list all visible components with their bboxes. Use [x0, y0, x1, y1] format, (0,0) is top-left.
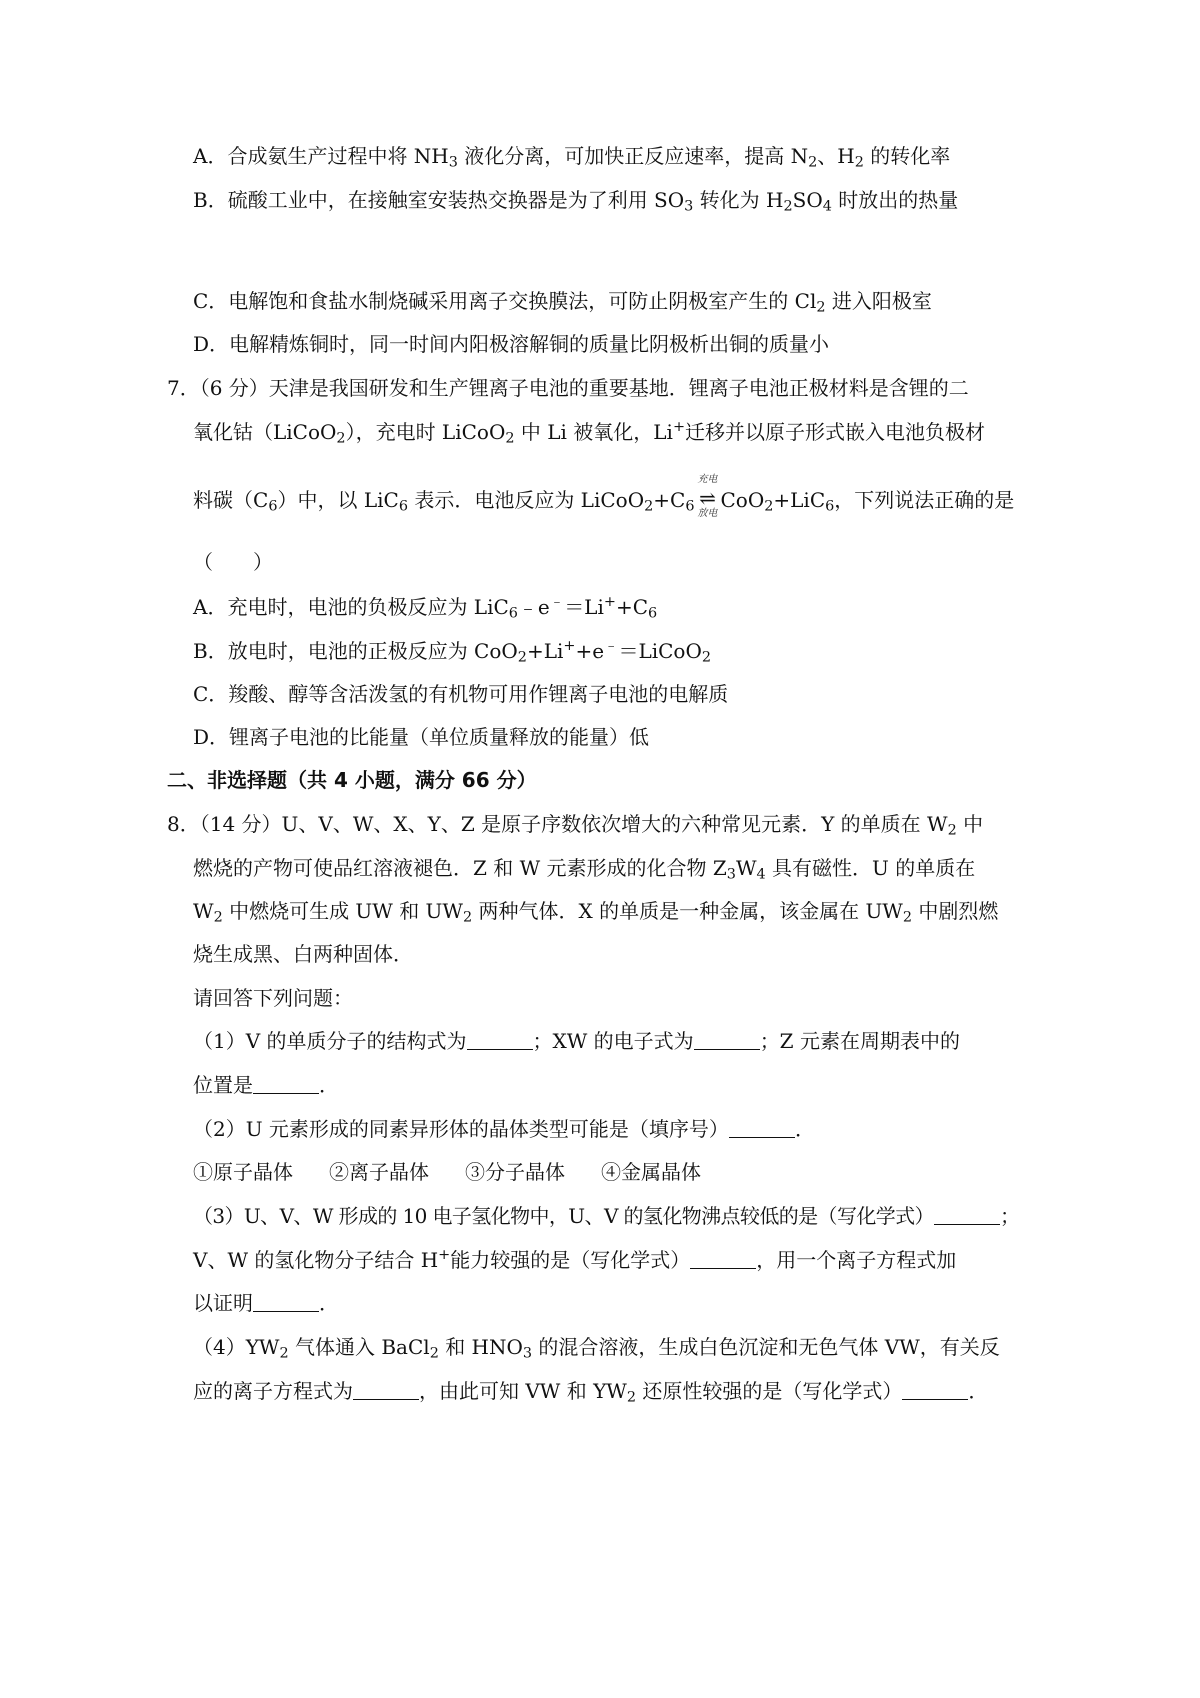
q6-option-c: C．电解饱和食盐水制烧碱采用离子交换膜法，可防止阴极室产生的 $Cl_2$ 进入阳极室 [193, 289, 932, 316]
q6-option-b: B．硫酸工业中，在接触室安装热交换器是为了利用 $SO_3$ 转化为 $H_2SO_4$ 时放出的热量 [193, 188, 959, 215]
answer-blank[interactable] [467, 1029, 533, 1050]
q8-part4-line-1: $(4)YW_2$ 气体通入 BaCl$_2$ 和 $HNO_3$ 的混合溶液，生成白色沉淀和无色气体 VW，有关反 [193, 1335, 1000, 1362]
answer-blank[interactable] [934, 1204, 1000, 1225]
q8-part3-line-3: 以证明 ． [193, 1291, 339, 1315]
q7-answer-paren: （ ） [193, 550, 273, 574]
answer-blank[interactable] [690, 1248, 756, 1269]
q8-part1-line-2: 位置是 ． [193, 1073, 339, 1097]
q7-option-b: B．放电时，电池的正极反应为 CoO$_2$+Li++e﹣＝LiCoO$_2$ [193, 638, 712, 666]
q8-part4-line-2: 应的离子方程式为 ，由此可知 VW 和 $YW_2$ 还原性较强的是（写化学式） ． [193, 1379, 989, 1406]
q7-option-a: A．充电时，电池的负极反应为 $LiC_6﹣e^﹣=Li^++C_6$ [193, 594, 658, 622]
answer-blank[interactable] [694, 1029, 760, 1050]
q7-option-d: D．锂离子电池的比能量（单位质量释放的能量）低 [193, 725, 650, 749]
answer-blank[interactable] [902, 1379, 968, 1400]
option-metallic-crystal: ④金属晶体 [601, 1160, 701, 1184]
answer-blank[interactable] [253, 1073, 319, 1094]
q8-stem-line-4: 烧生成黑、白两种固体． [193, 942, 413, 966]
answer-blank[interactable] [353, 1379, 419, 1400]
option-molecular-crystal: ③分子晶体 [465, 1160, 565, 1184]
answer-blank[interactable] [253, 1291, 319, 1312]
q8-stem-line-3: $W_2$ 中燃烧可生成 UW 和 $UW_2$ 两种气体．X 的单质是一种金属，该金属在 $UW_2$ 中剧烈燃 [193, 899, 999, 926]
q8-part1-line-1: （1）V 的单质分子的结构式为 ；XW 的电子式为 ；Z 元素在周期表中的 [193, 1029, 960, 1053]
section-heading: 二、非选择题（共 4 小题，满分 66 分） [167, 768, 537, 792]
reversible-arrow-icon: 充电 ⇌ 放电 [697, 474, 718, 519]
q8-part3-line-1: （3）U、V、W 形成的 10 电子氢化物中，U、V 的氢化物沸点较低的是（写化学式） ； [193, 1204, 1020, 1228]
option-atomic-crystal: ①原子晶体 [193, 1160, 293, 1184]
q6-option-a: A．合成氨生产过程中将 $NH_3$ 液化分离，可加快正反应速率，提高 $N_2$、$H_2$ 的转化率 [193, 144, 951, 171]
option-ionic-crystal: ②离子晶体 [329, 1160, 429, 1184]
q7-stem-line-3: 料碳$(C_6)$中，以 LiC$_6$ 表示．电池反应为 $LiCoO_2+C_6$ 充电 ⇌ 放电 CoO$_2$+LiC$_6$，下列说法正确的是 [193, 474, 1015, 519]
q8-stem-line-2: 燃烧的产物可使品红溶液褪色．Z 和 W 元素形成的化合物 $Z_3W_4$ 具有磁性．U 的单质在 [193, 856, 976, 883]
q8-stem-line-1: 8．（14 分）U、V、W、X、Y、Z 是原子序数依次增大的六种常见元素．Y 的单质在 $W_2$ 中 [167, 812, 984, 839]
q8-part3-line-2: V、W 的氢化物分子结合 H+能力较强的是（写化学式） ，用一个离子方程式加 [193, 1247, 957, 1272]
q6-option-d: D．电解精炼铜时，同一时间内阳极溶解铜的质量比阴极析出铜的质量小 [193, 332, 830, 356]
q8-prompt: 请回答下列问题： [193, 986, 353, 1010]
q7-stem-line-2: 氧化钴（LiCoO$_2$），充电时 LiCoO$_2$ 中 Li 被氧化，Li+迁移并以原子形式嵌入电池负极材 [193, 419, 986, 447]
answer-blank[interactable] [729, 1117, 795, 1138]
q8-part2-line-1: （2）U 元素形成的同素异形体的晶体类型可能是（填序号） ． [193, 1117, 815, 1141]
q7-option-c: C．羧酸、醇等含活泼氢的有机物可用作锂离子电池的电解质 [193, 682, 729, 706]
q8-part2-options [193, 1158, 701, 1186]
q7-stem-line-1: 7．（6 分）天津是我国研发和生产锂离子电池的重要基地．锂离子电池正极材料是含锂的二 [167, 376, 969, 400]
